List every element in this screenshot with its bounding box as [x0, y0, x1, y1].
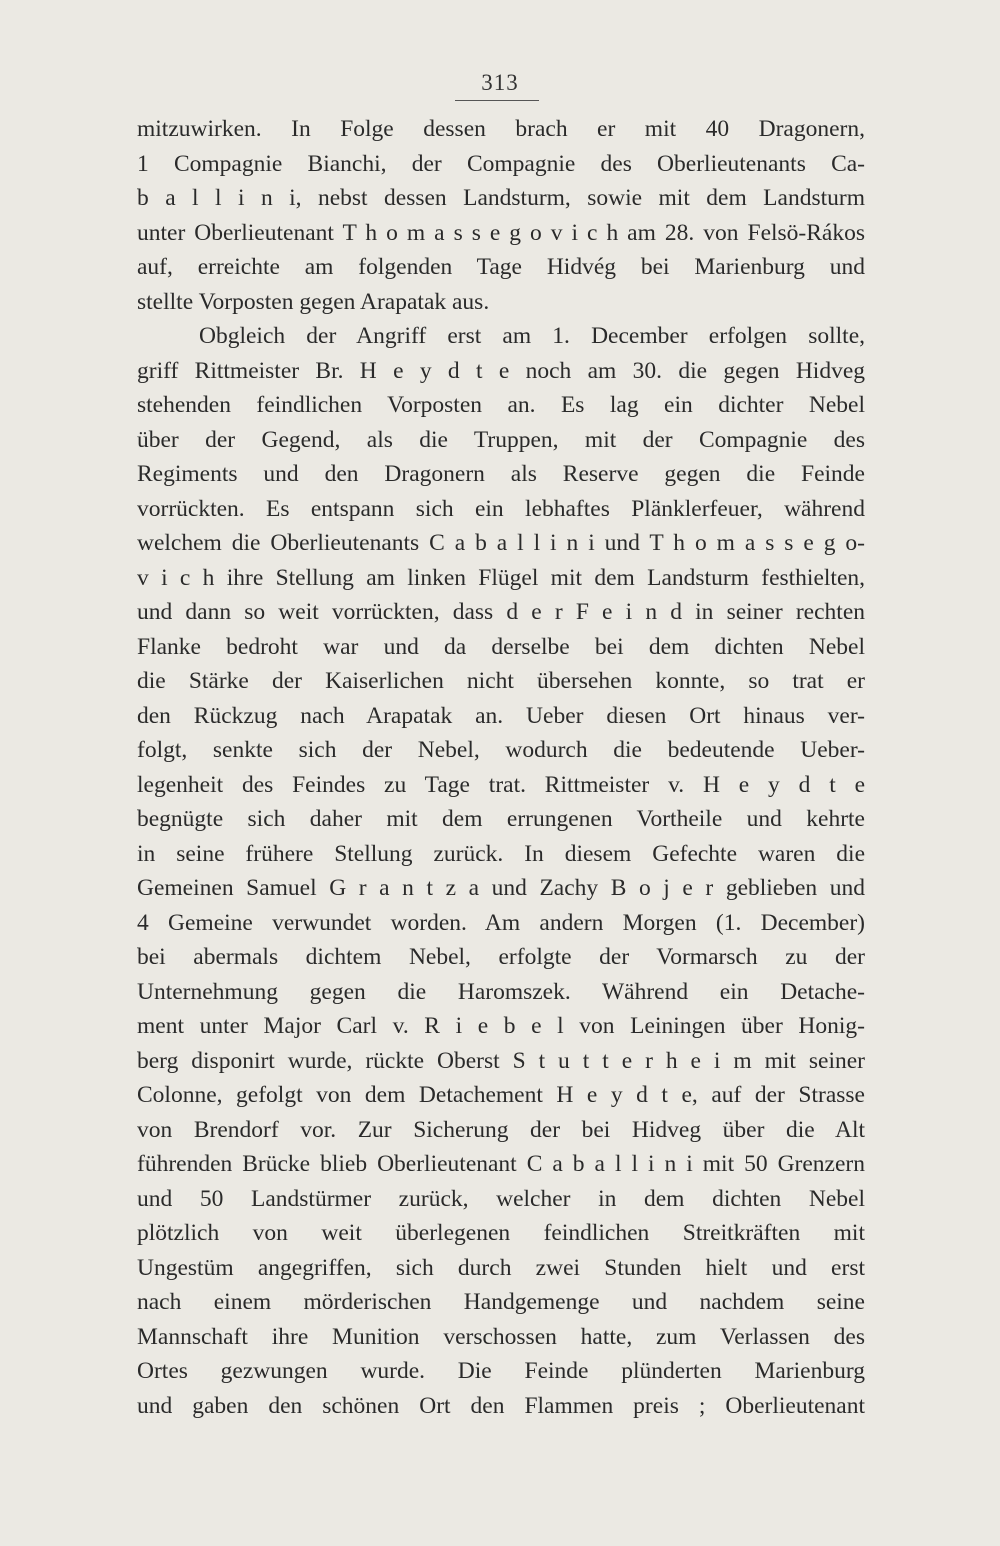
text-line: 4 Gemeine verwundet worden. Am andern Morgen (1. December) [137, 909, 865, 936]
text-line: nach einem mörderischen Handgemenge und nachdem seine [137, 1289, 865, 1315]
text-line: den Rückzug nach Arapatak an. Ueber diesen Ort hinaus ver- [137, 702, 865, 729]
body-text [137, 112, 865, 1423]
text-line: berg disponirt wurde, rückte Oberst S t u t t e r h e i m mit seiner [137, 1047, 865, 1074]
text-line: folgt, senkte sich der Nebel, wodurch die bedeutende Ueber- [137, 737, 865, 763]
text-line: Obgleich der Angriff erst am 1. December erfolgen sollte, [199, 323, 865, 349]
text-line: welchem die Oberlieutenants C a b a l l i n i und T h o m a s s e g o- [137, 530, 865, 556]
text-line: die Stärke der Kaiserlichen nicht übersehen konnte, so trat er [137, 668, 865, 694]
text-line: führenden Brücke blieb Oberlieutenant C a b a l l i n i mit 50 Grenzern [137, 1151, 865, 1177]
text-line: unter Oberlieutenant T h o m a s s e g o v i c h am 28. von Felsö-Rákos [137, 219, 865, 246]
text-line: 1 Compagnie Bianchi, der Compagnie des Oberlieutenants Ca- [137, 150, 865, 177]
text-line: Mannschaft ihre Munition verschossen hatte, zum Verlassen des [137, 1323, 865, 1350]
text-line: Unternehmung gegen die Haromszek. Während ein Detache- [137, 978, 865, 1005]
text-line: von Brendorf vor. Zur Sicherung der bei Hidveg über die Alt [137, 1116, 865, 1143]
text-line: mitzuwirken. In Folge dessen brach er mit 40 Dragonern, [137, 116, 865, 142]
text-line: Ungestüm angegriffen, sich durch zwei Stunden hielt und erst [137, 1254, 865, 1281]
text-line: stellte Vorposten gegen Arapatak aus. [137, 288, 490, 315]
text-line: und gaben den schönen Ort den Flammen preis ; Oberlieutenant [137, 1392, 865, 1419]
text-line: plötzlich von weit überlegenen feindlichen Streitkräften mit [137, 1220, 865, 1246]
text-line: b a l l i n i, nebst dessen Landsturm, sowie mit dem Landsturm [137, 185, 865, 211]
text-line: in seine frühere Stellung zurück. In diesem Gefechte waren die [137, 840, 865, 867]
text-line: ment unter Major Carl v. R i e b e l von Leiningen über Honig- [137, 1013, 865, 1039]
text-line: Regiments und den Dragonern als Reserve gegen die Feinde [137, 461, 865, 487]
text-line: Colonne, gefolgt von dem Detachement H e y d t e, auf der Strasse [137, 1082, 865, 1108]
text-line: griff Rittmeister Br. H e y d t e noch am 30. die gegen Hidveg [137, 357, 865, 384]
text-line: auf, erreichte am folgenden Tage Hidvég bei Marienburg und [137, 254, 865, 280]
text-line: und 50 Landstürmer zurück, welcher in dem dichten Nebel [137, 1185, 865, 1212]
text-line: über der Gegend, als die Truppen, mit der Compagnie des [137, 426, 865, 453]
text-line: Ortes gezwungen wurde. Die Feinde plünderten Marienburg [137, 1358, 865, 1384]
text-line: v i c h ihre Stellung am linken Flügel mit dem Landsturm festhielten, [137, 564, 865, 591]
text-line: begnügte sich daher mit dem errungenen Vortheile und kehrte [137, 806, 865, 832]
text-line: Gemeinen Samuel G r a n t z a und Zachy B o j e r geblieben und [137, 875, 865, 901]
text-line: bei abermals dichtem Nebel, erfolgte der Vormarsch zu der [137, 944, 865, 970]
text-line: legenheit des Feindes zu Tage trat. Rittmeister v. H e y d t e [137, 771, 865, 798]
page-number-rule [455, 100, 539, 101]
page-number: 313 [481, 70, 519, 95]
text-line: und dann so weit vorrückten, dass d e r F e i n d in seiner rechten [137, 599, 865, 625]
text-line: vorrückten. Es entspann sich ein lebhaftes Plänklerfeuer, während [137, 495, 865, 522]
text-line: Flanke bedroht war und da derselbe bei dem dichten Nebel [137, 633, 865, 660]
text-line: stehenden feindlichen Vorposten an. Es lag ein dichter Nebel [137, 392, 865, 418]
